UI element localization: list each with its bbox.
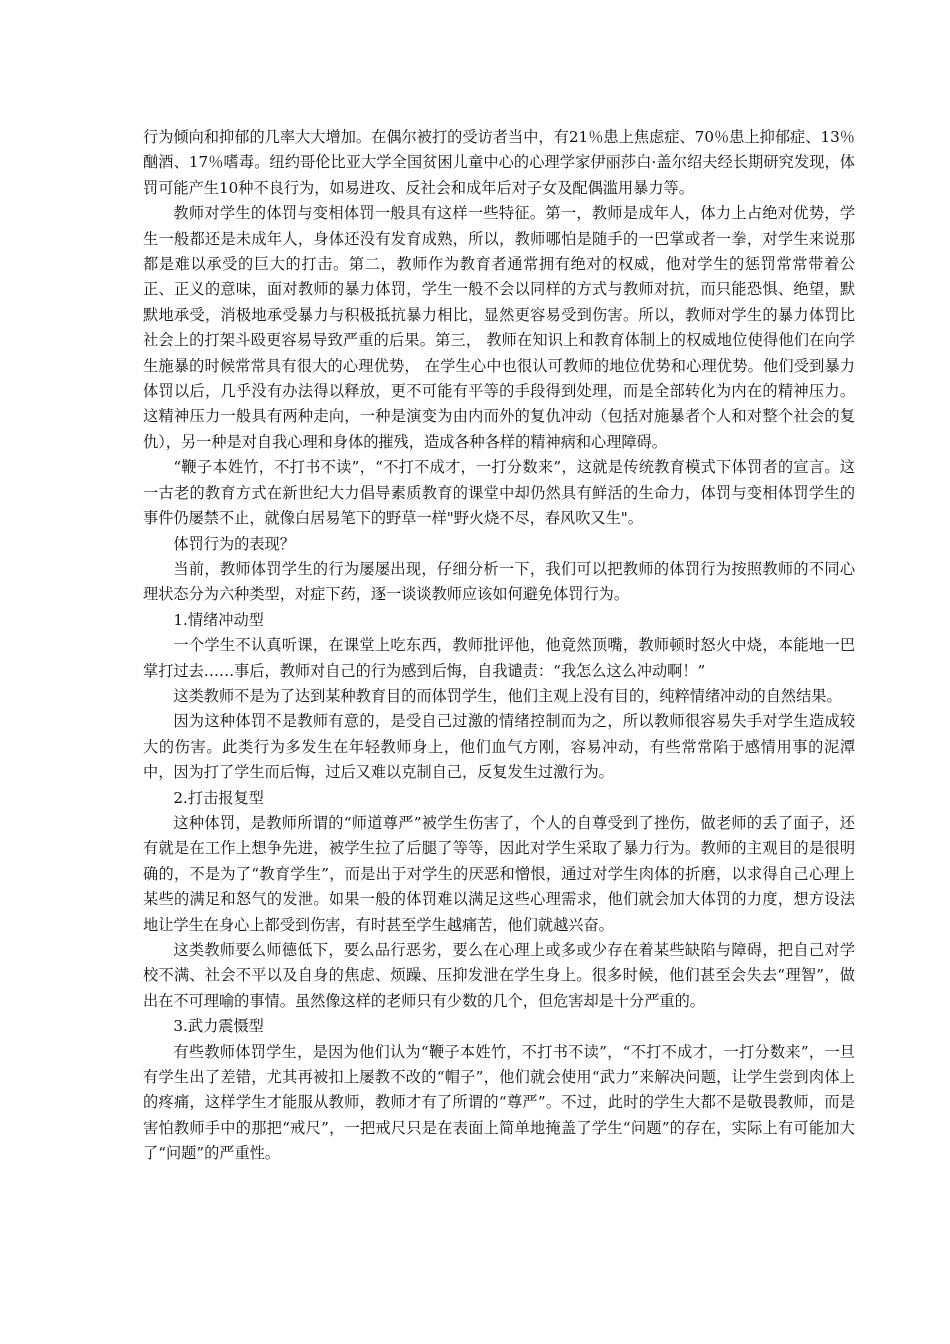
section-heading-manifestations: 体罚行为的表现？ bbox=[173, 534, 295, 553]
paragraph-six-types: 当前，教师体罚学生的行为屡屡出现，仔细分析一下，我们可以把教师的体罚行为按照教师的不同心理状态分为六种类型，对症下药，逐一谈谈教师应该如何避免体罚行为。 bbox=[143, 559, 855, 604]
paragraph-characteristics: 教师对学生的体罚与变相体罚一般具有这样一些特征。第一，教师是成年人，体力上占绝对优势，学生一般都还是未成年人，身体还没有发育成熟，所以，教师哪怕是随手的一巴掌或者一拳，对学生来说那都是难以承受的巨大的打击。第二，教师作为教育者通常拥有绝对的权威，他对学生的惩罚常常带着公正、正义的意味，面对教师的暴力体罚，学生一般不会以同样的方式与教师对抗，而只能恐惧、绝望，默默地承受，消极地承受暴力与积极抵抗暴力相比，显然更容易受到伤害。所以，教师对学生的暴力体罚比社会上的打架斗殴更容易导致严重的后果。第三， 教师在知识上和教育体制上的权威地位使得他们在向学生施暴的时候常常具有很大的心理优势， 在学生心中也很认可教师的地位优势和心理优势。他们受到暴力体罚以后，几乎没有办法得以释放，更不可能有平等的手段得到处理，而是全部转化为内在的精神压力。这精神压力一般具有两种走向，一种是演变为由内而外的复仇冲动（包括对施暴者个人和对整个社会的复仇），另一种是对自我心理和身体的摧残，造成各种各样的精神病和心理障碍。 bbox=[143, 204, 855, 451]
document-body bbox=[143, 125, 855, 1167]
paragraph-impulse-nature: 这类教师不是为了达到某种教育目的而体罚学生，他们主观上没有目的，纯粹情绪冲动的自然结果。 bbox=[173, 686, 842, 705]
subheading-force-deterrence: 3.武力震慑型 bbox=[173, 1017, 264, 1036]
subheading-emotional-impulse: 1.情绪冲动型 bbox=[173, 610, 264, 629]
paragraph-force-description: 有些教师体罚学生，是因为他们认为“鞭子本姓竹，不打书不读”，“不打不成才，一打分数来”，一旦有学生出了差错，尤其再被扣上屡教不改的“帽子”，他们就会使用“武力”来解决问题，让学生尝到肉体上的疼痛，这样学生才能服从教师，教师才有了所谓的“尊严”。不过，此时的学生大都不是敬畏教师，而是害怕教师手中的那把“戒尺”，一把戒尺只是在表面上简单地掩盖了学生“问题”的存在，实际上有可能加大了“问题”的严重性。 bbox=[143, 1042, 855, 1163]
paragraph-intro-continuation: 行为倾向和抑郁的几率大大增加。在偶尔被打的受访者当中，有21％患上焦虑症、70％患上抑郁症、13％酗酒、17％嗜毒。纽约哥伦比亚大学全国贫困儿童中心的心理学家伊丽莎白·盖尔绍夫经长期研究发现，体罚可能产生10种不良行为，如易进攻、反社会和成年后对子女及配偶滥用暴力等。 bbox=[143, 128, 855, 197]
paragraph-impulse-example: 一个学生不认真听课，在课堂上吃东西，教师批评他，他竟然顶嘴，教师顿时怒火中烧，本能地一巴掌打过去……事后，教师对自己的行为感到后悔，自我谴责：“我怎么这么冲动啊！” bbox=[143, 636, 855, 680]
paragraph-retaliation-teachers: 这类教师要么师德低下，要么品行恶劣，要么在心理上或多或少存在着某些缺陷与障碍，把自己对学校不满、社会不平以及自身的焦虑、烦躁、压抑发泄在学生身上。很多时候，他们甚至会失去“理智”，做出在不可理喻的事情。虽然像这样的老师只有少数的几个，但危害却是十分严重的。 bbox=[143, 941, 855, 1010]
paragraph-traditional-saying: “鞭子本姓竹，不打书不读”，“不打不成才，一打分数来”，这就是传统教育模式下体罚者的宣言。这一古老的教育方式在新世纪大力倡导素质教育的课堂中却仍然具有鲜活的生命力，体罚与变相体罚学生的事件仍屡禁不止，就像白居易笔下的野草一样"野火烧不尽，春风吹又生"。 bbox=[143, 458, 855, 528]
subheading-retaliation: 2.打击报复型 bbox=[173, 788, 264, 807]
paragraph-impulse-harm: 因为这种体罚不是教师有意的，是受自己过激的情绪控制而为之，所以教师很容易失手对学生造成较大的伤害。此类行为多发生在年轻教师身上，他们血气方刚，容易冲动，有些常常陷于感情用事的泥潭中，因为打了学生而后悔，过后又难以克制自己，反复发生过激行为。 bbox=[143, 712, 855, 782]
paragraph-retaliation-description: 这种体罚，是教师所谓的“师道尊严”被学生伤害了，个人的自尊受到了挫伤，做老师的丢了面子，还有就是在工作上想争先进，被学生拉了后腿了等等，因此对学生采取了暴力行为。教师的主观目的是很明确的，不是为了“教育学生”，而是出于对学生的厌恶和憎恨，通过对学生肉体的折磨，以求得自己心理上某些的满足和怒气的发泄。如果一般的体罚难以满足这些心理需求，他们就会加大体罚的力度，想方设法地让学生在身心上都受到伤害，有时甚至学生越痛苦，他们就越兴奋。 bbox=[143, 813, 855, 934]
